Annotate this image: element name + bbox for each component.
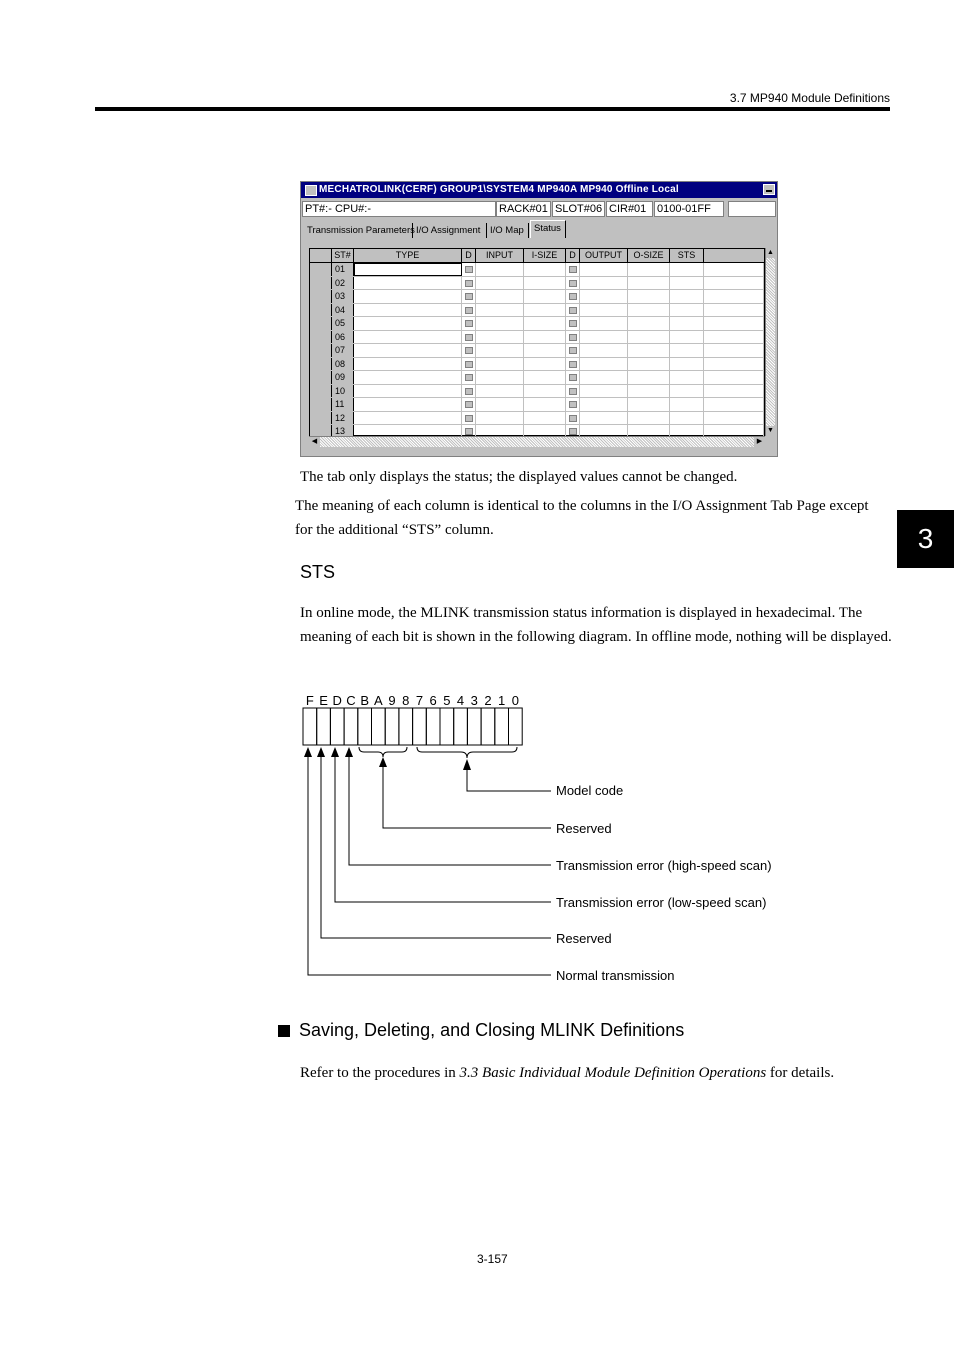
- checkbox-icon: [569, 428, 577, 435]
- bit-cell: [399, 708, 413, 745]
- bit-cell: [440, 708, 454, 745]
- row-cell: [476, 385, 524, 398]
- checkbox-icon: [569, 334, 577, 341]
- window-app-icon: [305, 185, 317, 196]
- row-cell: [354, 412, 462, 425]
- col-st: ST#: [332, 249, 354, 262]
- sts-bit-diagram: [296, 690, 816, 990]
- arrowhead-tx-error-low: [331, 747, 339, 757]
- row-cell: [580, 371, 628, 384]
- row-cell: [580, 412, 628, 425]
- row-d-cell: [566, 385, 580, 398]
- refer-link-text: 3.3 Basic Individual Module Definition Operations: [459, 1065, 767, 1081]
- sts-heading: STS: [300, 562, 336, 582]
- row-d-cell: [566, 412, 580, 425]
- vertical-scrollbar[interactable]: [765, 248, 775, 436]
- bit-label: 9: [388, 693, 396, 708]
- row-cell: [628, 371, 670, 384]
- row-cell: [524, 371, 566, 384]
- label-normal-transmission: Normal transmission: [556, 968, 675, 983]
- row-selector: [310, 371, 332, 384]
- bit-cell: [330, 708, 344, 745]
- range-field: 0100-01FF: [654, 201, 724, 217]
- arrowheads: [304, 747, 471, 770]
- mlink-status-window: [300, 181, 778, 457]
- row-cell: [354, 331, 462, 344]
- row-d-cell: [462, 398, 476, 411]
- checkbox-icon: [569, 374, 577, 381]
- arrowhead-reserved-2: [317, 747, 325, 757]
- row-cell: [354, 358, 462, 371]
- row-d-cell: [462, 344, 476, 357]
- cir-field: CIR#01: [606, 201, 653, 217]
- extra-field: [728, 201, 776, 217]
- checkbox-icon: [465, 280, 473, 287]
- row-st-number: 08: [332, 358, 354, 371]
- table-row[interactable]: [310, 304, 764, 318]
- row-cell: [580, 344, 628, 357]
- checkbox-icon: [465, 334, 473, 341]
- row-cell: [704, 263, 764, 276]
- row-cell: [524, 304, 566, 317]
- arrowhead-model-code: [463, 759, 471, 770]
- row-d-cell: [566, 344, 580, 357]
- table-row[interactable]: [310, 385, 764, 399]
- row-cell: [628, 263, 670, 276]
- row-cell: [628, 385, 670, 398]
- row-st-number: 12: [332, 412, 354, 425]
- bit-cell: [426, 708, 440, 745]
- col-output: OUTPUT: [580, 249, 628, 262]
- scroll-up-icon[interactable]: ▲: [767, 249, 774, 256]
- row-cell: [580, 398, 628, 411]
- row-cell: [704, 344, 764, 357]
- bit-cell: [467, 708, 481, 745]
- checkbox-icon: [465, 293, 473, 300]
- scroll-right-icon[interactable]: ▶: [754, 437, 765, 447]
- bit-cell: [344, 708, 358, 745]
- row-cell: [476, 358, 524, 371]
- row-cell: [476, 277, 524, 290]
- label-tx-error-low: Transmission error (low-speed scan): [556, 895, 767, 910]
- row-d-cell: [566, 358, 580, 371]
- row-selector: [310, 412, 332, 425]
- row-cell: [670, 344, 704, 357]
- row-cell: [354, 344, 462, 357]
- row-d-cell: [566, 290, 580, 303]
- label-tx-error-high: Transmission error (high-speed scan): [556, 858, 772, 873]
- row-cell: [476, 331, 524, 344]
- row-cell: [628, 277, 670, 290]
- row-cell: [354, 304, 462, 317]
- minimize-button[interactable]: [763, 184, 775, 195]
- row-st-number: 05: [332, 317, 354, 330]
- bit-cell: [413, 708, 427, 745]
- col-type: TYPE: [354, 249, 462, 262]
- scroll-left-icon[interactable]: ◀: [309, 437, 320, 447]
- row-cell: [580, 385, 628, 398]
- arrowhead-normal: [304, 747, 312, 757]
- row-cell: [670, 290, 704, 303]
- row-st-number: 01: [332, 263, 354, 276]
- row-d-cell: [462, 358, 476, 371]
- col-sts: STS: [670, 249, 704, 262]
- column-meaning-paragraph: The meaning of each column is identical to the columns in the I/O Assignment Tab Page except for the additional “STS” column.: [295, 498, 869, 538]
- checkbox-icon: [465, 374, 473, 381]
- row-cell: [524, 331, 566, 344]
- scroll-down-icon[interactable]: ▼: [767, 427, 774, 434]
- row-d-cell: [566, 277, 580, 290]
- bit-cell: [454, 708, 468, 745]
- bit-label: A: [374, 693, 383, 708]
- table-row[interactable]: [310, 412, 764, 426]
- row-d-cell: [566, 398, 580, 411]
- square-bullet-icon: [278, 1025, 290, 1037]
- row-st-number: 10: [332, 385, 354, 398]
- col-d2: D: [566, 249, 580, 262]
- model-code-brace: [417, 747, 517, 758]
- col-input: INPUT: [476, 249, 524, 262]
- row-cell: [476, 304, 524, 317]
- col-osize: O-SIZE: [628, 249, 670, 262]
- bit-cells: [303, 708, 522, 745]
- horizontal-scrollbar[interactable]: [309, 436, 765, 447]
- row-cell: [354, 385, 462, 398]
- table-row[interactable]: [310, 263, 764, 277]
- row-cell: [704, 371, 764, 384]
- bit-label: C: [346, 693, 356, 708]
- row-st-number: 04: [332, 304, 354, 317]
- row-cell: [524, 263, 566, 276]
- bit-label: E: [319, 693, 328, 708]
- row-cell: [670, 304, 704, 317]
- bit-cell: [495, 708, 509, 745]
- row-cell: [580, 317, 628, 330]
- bit-label: 8: [402, 693, 410, 708]
- row-selector: [310, 385, 332, 398]
- checkbox-icon: [569, 307, 577, 314]
- leader-model-code: [467, 766, 551, 791]
- corner-cell: [310, 249, 332, 262]
- table-row[interactable]: [310, 398, 764, 412]
- row-d-cell: [462, 290, 476, 303]
- row-cell: [670, 358, 704, 371]
- row-cell: [704, 277, 764, 290]
- checkbox-icon: [569, 280, 577, 287]
- checkbox-icon: [465, 401, 473, 408]
- bit-labels: [306, 693, 519, 708]
- row-cell: [670, 412, 704, 425]
- row-d-cell: [462, 331, 476, 344]
- bit-cell: [317, 708, 331, 745]
- row-cell: [628, 412, 670, 425]
- row-selector: [310, 277, 332, 290]
- checkbox-icon: [465, 428, 473, 435]
- row-cell: [670, 263, 704, 276]
- col-isize: I-SIZE: [524, 249, 566, 262]
- bit-label: 5: [443, 693, 451, 708]
- row-cell: [524, 358, 566, 371]
- bit-label: 7: [415, 693, 424, 708]
- refer-pre: Refer to the procedures in: [300, 1065, 460, 1081]
- window-title: MECHATROLINK(CERF) GROUP1\SYSTEM4 MP940A MP940 Offline Local: [319, 184, 679, 195]
- bit-cell: [303, 708, 317, 745]
- bit-label: 0: [511, 693, 519, 708]
- row-cell: [704, 385, 764, 398]
- bit-label: 6: [429, 693, 437, 708]
- bit-cell: [358, 708, 372, 745]
- header-rule: [95, 107, 890, 111]
- leader-tx-error-high: [349, 754, 551, 865]
- row-cell: [628, 317, 670, 330]
- status-grid: [309, 248, 765, 436]
- row-cell: [670, 385, 704, 398]
- row-d-cell: [462, 412, 476, 425]
- row-selector: [310, 398, 332, 411]
- row-st-number: 09: [332, 371, 354, 384]
- bit-label: 4: [456, 693, 465, 708]
- checkbox-icon: [569, 266, 577, 273]
- row-selector: [310, 358, 332, 371]
- row-cell: [524, 412, 566, 425]
- row-cell: [524, 290, 566, 303]
- row-cell: [670, 277, 704, 290]
- row-cell: [524, 277, 566, 290]
- row-d-cell: [566, 371, 580, 384]
- row-cell: [628, 304, 670, 317]
- row-cell: [704, 331, 764, 344]
- row-cell: [580, 304, 628, 317]
- row-cell: [354, 317, 462, 330]
- checkbox-icon: [569, 293, 577, 300]
- sts-paragraph: In online mode, the MLINK transmission status information is displayed in hexadecimal. The meaning of each bit is shown in the following diagram. In offline mode, nothing will be displayed.: [300, 605, 892, 645]
- leader-reserved-2: [321, 754, 551, 938]
- bit-label: 1: [498, 693, 506, 708]
- row-selector: [310, 304, 332, 317]
- row-cell: [580, 358, 628, 371]
- row-cell: [524, 317, 566, 330]
- row-selector: [310, 263, 332, 276]
- row-cell: [476, 317, 524, 330]
- table-row[interactable]: [310, 358, 764, 372]
- window-titlebar: [301, 182, 777, 198]
- row-cell: [628, 290, 670, 303]
- arrowhead-tx-error-high: [345, 747, 353, 757]
- row-selector: [310, 331, 332, 344]
- row-cell: [628, 344, 670, 357]
- checkbox-icon: [569, 401, 577, 408]
- row-d-cell: [566, 331, 580, 344]
- row-d-cell: [566, 263, 580, 276]
- row-cell: [704, 290, 764, 303]
- row-cell: [628, 331, 670, 344]
- checkbox-icon: [569, 361, 577, 368]
- row-cell: [628, 398, 670, 411]
- table-row[interactable]: [310, 344, 764, 358]
- screenshot-caption: The tab only displays the status; the displayed values cannot be changed.: [300, 469, 738, 485]
- row-cell: [354, 398, 462, 411]
- row-cell: [670, 331, 704, 344]
- row-cell: [580, 277, 628, 290]
- grid-header: [310, 249, 764, 263]
- label-reserved-2: Reserved: [556, 931, 612, 946]
- refer-post: for details.: [766, 1065, 835, 1081]
- table-row[interactable]: [310, 290, 764, 304]
- label-model-code: Model code: [556, 783, 624, 798]
- row-cell: [628, 358, 670, 371]
- bit-cell: [372, 708, 386, 745]
- row-cell: [704, 358, 764, 371]
- row-selector: [310, 317, 332, 330]
- pt-cpu-field: PT#:- CPU#:-: [302, 201, 496, 217]
- row-d-cell: [462, 385, 476, 398]
- row-cell: [670, 371, 704, 384]
- row-cell: [354, 371, 462, 384]
- row-st-number: 13: [332, 425, 354, 438]
- row-d-cell: [462, 263, 476, 276]
- chapter-tab: 3: [897, 510, 954, 568]
- row-cell: [476, 398, 524, 411]
- bit-label: 2: [484, 693, 492, 708]
- row-st-number: 02: [332, 277, 354, 290]
- row-cell: [704, 398, 764, 411]
- row-cell: [354, 277, 462, 290]
- row-cell: [476, 344, 524, 357]
- row-cell: [580, 331, 628, 344]
- row-st-number: 06: [332, 331, 354, 344]
- checkbox-icon: [465, 266, 473, 273]
- tab-io-map[interactable]: I/O Map: [487, 223, 529, 238]
- tab-transmission-parameters[interactable]: Transmission Parameters: [304, 223, 413, 238]
- row-d-cell: [462, 317, 476, 330]
- row-d-cell: [462, 304, 476, 317]
- row-cell: [670, 398, 704, 411]
- table-row[interactable]: [310, 317, 764, 331]
- bit-label: D: [332, 693, 342, 708]
- row-d-cell: [462, 371, 476, 384]
- checkbox-icon: [569, 347, 577, 354]
- saving-heading: Saving, Deleting, and Closing MLINK Definitions: [299, 1020, 685, 1040]
- bit-cell: [481, 708, 495, 745]
- refer-paragraph: [300, 1061, 834, 1085]
- row-st-number: 11: [332, 398, 354, 411]
- row-st-number: 07: [332, 344, 354, 357]
- checkbox-icon: [465, 415, 473, 422]
- checkbox-icon: [465, 361, 473, 368]
- row-cell: [524, 385, 566, 398]
- row-cell: [354, 263, 462, 276]
- row-selector: [310, 344, 332, 357]
- label-reserved-1: Reserved: [556, 821, 612, 836]
- reserved-bits-brace: [359, 747, 407, 757]
- table-row[interactable]: [310, 331, 764, 345]
- bit-label: 3: [470, 693, 478, 708]
- row-cell: [580, 290, 628, 303]
- row-selector: [310, 290, 332, 303]
- row-d-cell: [566, 317, 580, 330]
- row-cell: [354, 290, 462, 303]
- checkbox-icon: [569, 320, 577, 327]
- running-header: 3.7 MP940 Module Definitions: [729, 91, 890, 105]
- row-d-cell: [462, 277, 476, 290]
- row-cell: [476, 290, 524, 303]
- bit-cell: [509, 708, 523, 745]
- checkbox-icon: [569, 415, 577, 422]
- slot-field: SLOT#06: [552, 201, 605, 217]
- rack-field: RACK#01: [496, 201, 551, 217]
- row-cell: [524, 398, 566, 411]
- row-st-number: 03: [332, 290, 354, 303]
- table-row[interactable]: [310, 277, 764, 291]
- bit-label: B: [360, 693, 369, 708]
- checkbox-icon: [465, 307, 473, 314]
- row-cell: [704, 412, 764, 425]
- checkbox-icon: [569, 388, 577, 395]
- checkbox-icon: [465, 347, 473, 354]
- row-cell: [670, 317, 704, 330]
- row-cell: [524, 344, 566, 357]
- bit-cell: [385, 708, 399, 745]
- row-cell: [476, 371, 524, 384]
- arrowhead-reserved-1: [379, 757, 387, 767]
- bit-label: F: [305, 693, 314, 708]
- checkbox-icon: [465, 320, 473, 327]
- tab-status[interactable]: Status: [530, 220, 566, 238]
- table-row[interactable]: [310, 371, 764, 385]
- tab-io-assignment[interactable]: I/O Assignment: [413, 223, 487, 238]
- leader-lines: [308, 754, 551, 975]
- page-number: 3-157: [477, 1252, 508, 1266]
- row-cell: [580, 263, 628, 276]
- row-cell: [476, 263, 524, 276]
- row-cell: [704, 317, 764, 330]
- row-cell: [476, 412, 524, 425]
- col-d1: D: [462, 249, 476, 262]
- checkbox-icon: [465, 388, 473, 395]
- row-d-cell: [566, 304, 580, 317]
- row-cell: [704, 304, 764, 317]
